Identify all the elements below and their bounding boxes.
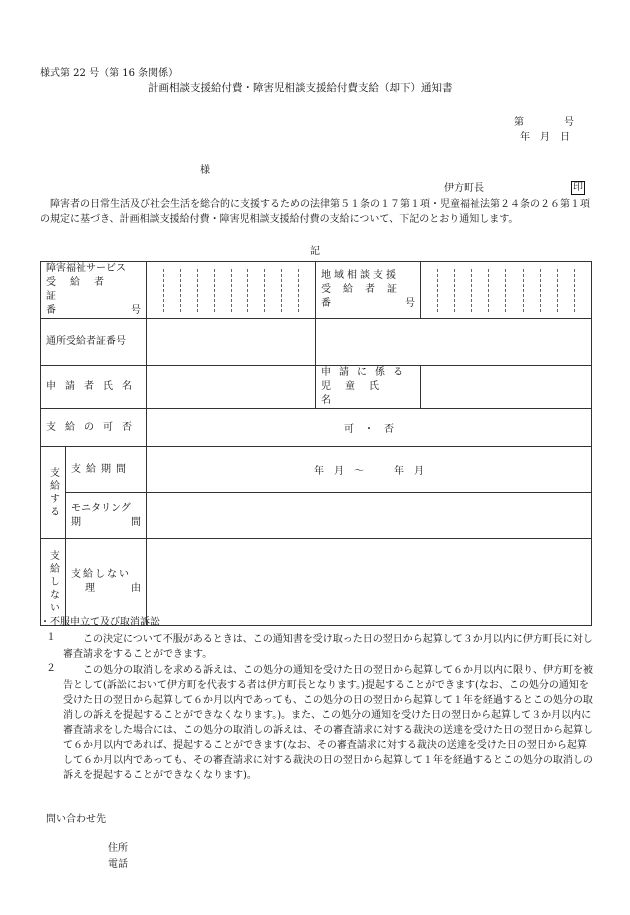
notice-table	[40, 261, 592, 626]
recipient-number-label: 障害福祉サービス 受給者証 番 号	[41, 262, 147, 319]
reason-field[interactable]	[147, 539, 592, 626]
regional-number-label: 地域相談支援 受給者証 番 号	[316, 262, 421, 319]
approval-label: 支給の可否	[41, 409, 147, 447]
appeal-item-2-text: この処分の取消しを求める訴えは、この処分の通知を受けた日の翌日から起算して６か月以内に限り、伊方町を被告として(訴訟において伊方町を代表する者は伊方町長となります。)提起することができます(なお、この処分の通知を受けた日の翌日から起算して６か月以内であっても、この処分の日の翌日から起算して１年を経過するとこの処分の取消しの訴えを提起することができなくなります。)。また、この処分の通知を受けた日の翌日から起算して３か月以内に審査請求をした場合には、この処分の取消しの訴えは、その審査請求に対する裁決の送達を受けた日の翌日から起算して６か月以内であれば、提起することができます(なお、その審査請求に対する裁決の送達を受けた日の翌日から起算して６か月以内であっても、その審査請求に対する裁決の日の翌日から起算して１年を経過するとこの処分の取消しの訴えを提起することができなくなります)。	[63, 665, 593, 781]
contact-heading: 問い合わせ先	[46, 814, 106, 825]
recipient-number-digits[interactable]	[147, 262, 316, 319]
appeal-item-2-number: ２	[46, 663, 56, 674]
official-seal: 印	[573, 182, 583, 193]
appeal-item-1-number: １	[46, 632, 56, 643]
reason-label: 支給しない 理 由	[66, 539, 147, 626]
contact-phone-label: 電話	[108, 859, 128, 870]
grant-group-label: 支給する	[41, 447, 66, 539]
sender-name: 伊方町長	[444, 183, 484, 194]
period-value[interactable]: 年 月 ～ 年 月	[147, 447, 592, 493]
day-service-number-field[interactable]	[147, 319, 316, 366]
document-title: 計画相談支援給付費・障害児相談支援給付費支給（却下）通知書	[148, 82, 453, 94]
appeal-heading: ・不服申立て及び取消訴訟	[40, 617, 160, 628]
period-label: 支給期間	[66, 447, 147, 493]
contact-address-label: 住所	[108, 843, 128, 854]
empty-cell	[316, 319, 592, 366]
monitoring-label: モニタリング 期 間	[66, 493, 147, 539]
applicant-name-field[interactable]	[147, 366, 316, 409]
intro-paragraph: 障害者の日常生活及び社会生活を総合的に支援するための法律第５１条の１７第１項・児童福祉法第２４条の２６第１項の規定に基づき、計画相談支援給付費・障害児相談支援給付費の支給について、下記のとおり通知します。	[40, 199, 590, 225]
applicant-name-label: 申請者氏名	[41, 366, 147, 409]
child-name-label: 申請に係る 児童氏名	[316, 366, 421, 409]
document-date: 年 月 日	[520, 132, 570, 143]
approval-value[interactable]: 可 ・ 否	[147, 409, 592, 447]
addressee-honorific: 様	[200, 165, 210, 176]
appeal-item-1-text: この決定について不服があるときは、この通知書を受け取った日の翌日から起算して３か月以内に伊方町長に対し審査請求をすることができます。	[63, 634, 593, 660]
form-number: 様式第 22 号（第 16 条関係）	[40, 68, 179, 79]
child-name-field[interactable]	[421, 366, 592, 409]
day-service-number-label: 通所受給者証番号	[41, 319, 147, 366]
regional-number-digits[interactable]	[421, 262, 592, 319]
document-number: 第 号	[514, 117, 574, 128]
deny-group-label: 支給しない	[41, 539, 66, 626]
monitoring-field[interactable]	[147, 493, 592, 539]
ki-heading: 記	[310, 246, 320, 257]
